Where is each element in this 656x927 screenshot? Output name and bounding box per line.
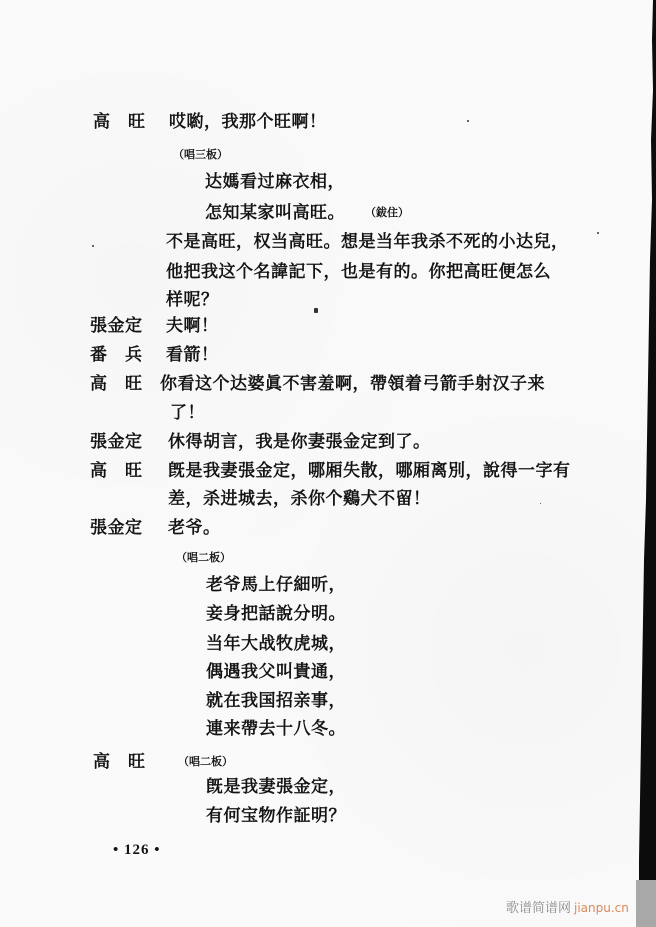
page-edge-shadow: [626, 0, 656, 927]
scan-speck: [540, 503, 541, 504]
dialogue-line: 不是高旺，权当高旺。想是当年我杀不死的小达兒，: [166, 232, 569, 252]
verse-line: 有何宝物作証明？: [206, 806, 346, 826]
verse-line: 連来帶去十八冬。: [206, 719, 346, 739]
dialogue-line: 看箭！: [166, 345, 219, 365]
scan-speck: [467, 120, 469, 122]
speaker-gao-wang: 高 旺: [90, 461, 143, 481]
verse-line: 怎知某家叫高旺。: [205, 203, 345, 223]
stage-direction: （唱二板）: [176, 551, 231, 564]
speaker-zhang-jinding: 張金定: [90, 432, 143, 452]
stage-direction: （鈸住）: [365, 206, 409, 219]
speaker-gao-wang: 高 旺: [93, 752, 146, 772]
dialogue-line: 差，杀进城去，杀你个鷄犬不留！: [168, 489, 431, 509]
dialogue-line: 旣是我妻張金定，哪厢失散，哪厢离別，說得一字有: [168, 461, 571, 481]
speaker-gao-wang: 高 旺: [90, 374, 143, 394]
scan-speck: [92, 245, 94, 247]
watermark: [506, 897, 629, 916]
watermark-en: jianpu.cn: [574, 901, 629, 915]
dialogue-line: 哎喲，我那个旺啊！: [169, 112, 327, 132]
watermark-cn: 歌谱简谱网: [506, 901, 572, 916]
scan-speck: [314, 308, 318, 313]
verse-line: 达媽看过麻衣相，: [205, 172, 345, 192]
verse-line: 当年大战牧虎城，: [206, 634, 346, 654]
verse-line: 旣是我妻張金定，: [206, 777, 346, 797]
speaker-fan-bing: 番 兵: [90, 345, 143, 365]
dialogue-line: 了！: [170, 403, 205, 423]
dialogue-line: 他把我这个名諱記下，也是有的。你把高旺便怎么: [166, 262, 551, 282]
stage-direction: （唱二板）: [178, 755, 233, 768]
dialogue-line: 休得胡言，我是你妻張金定到了。: [168, 432, 431, 452]
dialogue-line: 样呢？: [166, 290, 219, 310]
speaker-zhang-jinding: 張金定: [90, 518, 143, 538]
verse-line: 偶遇我父叫貴通，: [206, 662, 346, 682]
verse-line: 就在我国招亲事，: [206, 691, 346, 711]
dialogue-line: 老爷。: [168, 518, 221, 538]
stage-direction: （唱三板）: [173, 148, 228, 161]
dialogue-line: 你看这个达婆眞不害羞啊，帶領着弓箭手射汉子来: [160, 374, 545, 394]
scan-speck: [597, 232, 599, 234]
speaker-gao-wang: 高 旺: [93, 112, 146, 132]
dialogue-line: 夫啊！: [166, 316, 219, 336]
speaker-zhang-jinding: 張金定: [90, 316, 143, 336]
verse-line: 老爷馬上仔細听，: [206, 575, 346, 595]
verse-line: 妾身把話說分明。: [206, 604, 346, 624]
page-number: • 126 •: [113, 842, 161, 858]
